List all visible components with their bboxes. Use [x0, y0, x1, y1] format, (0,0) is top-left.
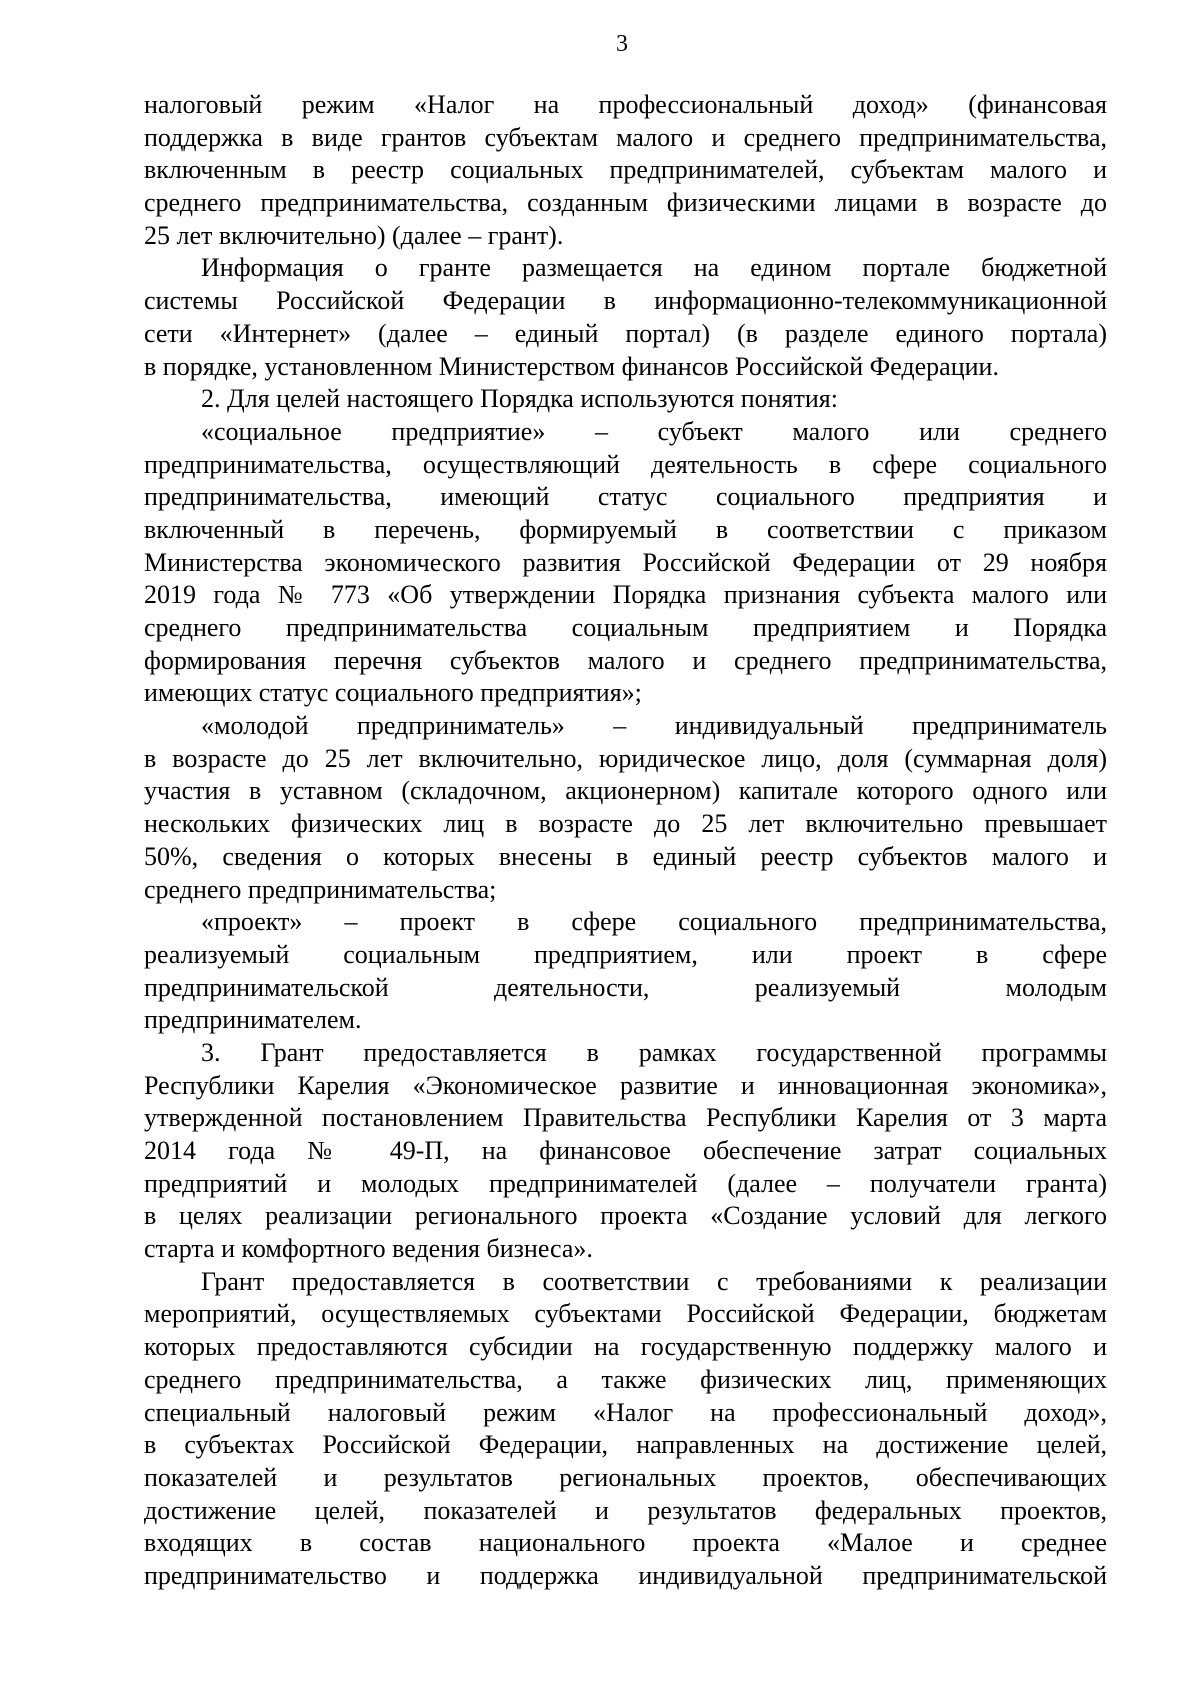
- text-line: достижение целей, показателей и результатов федеральных проектов,: [144, 1495, 1107, 1525]
- text-line: «проект» – проект в сфере социального предпринимательства,: [201, 907, 1107, 937]
- text-line: среднего предпринимательства, созданным физическими лицами в возрасте до: [144, 188, 1107, 218]
- text-line: в субъектах Российской Федерации, направленных на достижение целей,: [144, 1430, 1107, 1460]
- text-line: формирования перечня субъектов малого и среднего предпринимательства,: [144, 645, 1107, 675]
- text-line: предпринимательство и поддержка индивидуальной предпринимательской: [144, 1560, 1107, 1590]
- text-line: сети «Интернет» (далее – единый портал) (в разделе единого портала): [144, 318, 1107, 348]
- text-line: среднего предпринимательства, а также физических лиц, применяющих: [144, 1364, 1107, 1394]
- text-line: специальный налоговый режим «Налог на профессиональный доход»,: [144, 1397, 1107, 1427]
- text-line: среднего предпринимательства социальным предприятием и Порядка: [144, 613, 1107, 642]
- text-line: в целях реализации регионального проекта «Создание условий для легкого: [144, 1201, 1107, 1231]
- page-number: 3: [616, 31, 628, 57]
- document-body: [144, 89, 1107, 1593]
- text-line: 2014 года № 49-П, на финансовое обеспечение затрат социальных: [144, 1136, 1107, 1165]
- text-line: поддержка в виде грантов субъектам малого и среднего предпринимательства,: [144, 122, 1107, 152]
- text-line: 3. Грант предоставляется в рамках государственной программы: [201, 1037, 1107, 1067]
- text-line: «социальное предприятие» – субъект малого или среднего: [201, 416, 1107, 446]
- text-line: предпринимателем.: [144, 1005, 362, 1035]
- text-line: 2019 года № 773 «Об утверждении Порядка признания субъекта малого или: [144, 580, 1107, 610]
- text-line: предпринимательской деятельности, реализуемый молодым: [144, 972, 1107, 1002]
- text-line: нескольких физических лиц в возрасте до 25 лет включительно превышает: [144, 809, 1107, 839]
- text-line: мероприятий, осуществляемых субъектами Российской Федерации, бюджетам: [144, 1299, 1107, 1329]
- text-line: среднего предпринимательства;: [144, 874, 497, 904]
- text-line: участия в уставном (складочном, акционерном) капитале которого одного или: [144, 776, 1107, 806]
- text-line: предпринимательства, имеющий статус социального предприятия и: [144, 482, 1107, 512]
- text-line: 25 лет включительно) (далее – грант).: [144, 220, 564, 250]
- text-line: в порядке, установленном Министерством финансов Российской Федерации.: [144, 351, 999, 381]
- text-line: налоговый режим «Налог на профессиональный доход» (финансовая: [144, 90, 1107, 119]
- text-line: Республики Карелия «Экономическое развитие и инновационная экономика»,: [144, 1070, 1107, 1100]
- text-line: которых предоставляются субсидии на государственную поддержку малого и: [144, 1332, 1107, 1362]
- text-line: входящих в состав национального проекта «Малое и среднее: [144, 1528, 1107, 1558]
- text-line: старта и комфортного ведения бизнеса».: [144, 1234, 593, 1264]
- text-line: включенный в перечень, формируемый в соответствии с приказом: [144, 514, 1107, 544]
- text-line: 2. Для целей настоящего Порядка используются понятия:: [201, 384, 838, 414]
- text-line: утвержденной постановлением Правительства Республики Карелия от 3 марта: [144, 1103, 1107, 1133]
- text-line: Информация о гранте размещается на едином портале бюджетной: [201, 253, 1107, 283]
- text-line: «молодой предприниматель» – индивидуальный предприниматель: [201, 711, 1107, 741]
- text-line: имеющих статус социального предприятия»;: [144, 678, 642, 708]
- text-line: 50%, сведения о которых внесены в единый реестр субъектов малого и: [144, 841, 1107, 871]
- text-line: Грант предоставляется в соответствии с требованиями к реализации: [201, 1266, 1107, 1296]
- text-line: предпринимательства, осуществляющий деятельность в сфере социального: [144, 449, 1107, 479]
- text-line: в возрасте до 25 лет включительно, юридическое лицо, доля (суммарная доля): [144, 743, 1107, 773]
- text-line: Министерства экономического развития Российской Федерации от 29 ноября: [144, 547, 1107, 577]
- text-line: системы Российской Федерации в информационно-телекоммуникационной: [144, 286, 1107, 316]
- text-line: предприятий и молодых предпринимателей (далее – получатели гранта): [144, 1168, 1107, 1198]
- text-line: включенным в реестр социальных предпринимателей, субъектам малого и: [144, 155, 1107, 185]
- text-line: показателей и результатов региональных проектов, обеспечивающих: [144, 1462, 1107, 1492]
- text-line: реализуемый социальным предприятием, или проект в сфере: [144, 939, 1107, 969]
